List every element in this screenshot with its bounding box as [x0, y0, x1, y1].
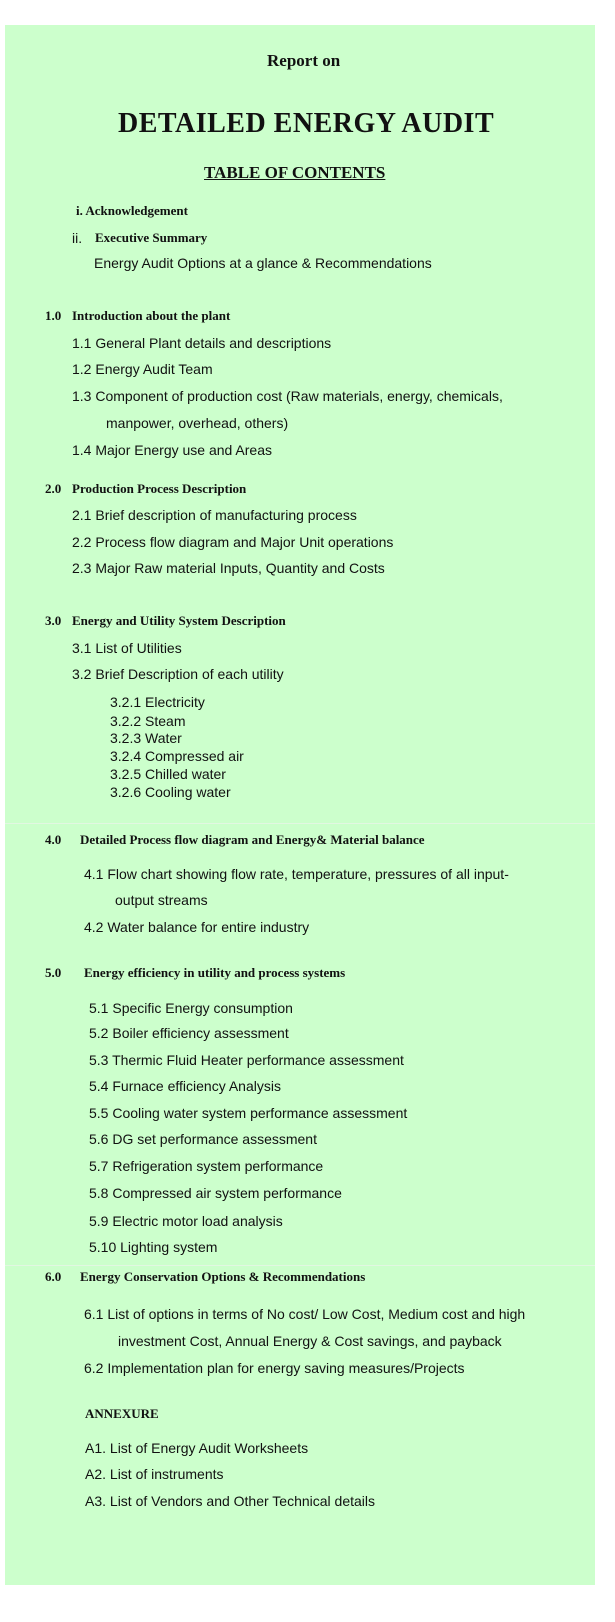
section-3-title[interactable]: Energy and Utility System Description: [72, 613, 286, 628]
toc-item-5-2[interactable]: 5.2 Boiler efficiency assessment: [89, 1025, 289, 1041]
toc-heading: TABLE OF CONTENTS: [204, 163, 386, 182]
toc-item-1-1[interactable]: 1.1 General Plant details and descriptions: [72, 335, 332, 351]
section-2-number: 2.0: [45, 481, 62, 496]
toc-item-5-4[interactable]: 5.4 Furnace efficiency Analysis: [89, 1078, 281, 1094]
toc-subitem-3-2-6[interactable]: 3.2.6 Cooling water: [110, 784, 231, 800]
document-page: [5, 25, 595, 1585]
page-divider: [5, 1265, 595, 1266]
report-on-label: Report on: [267, 51, 341, 70]
toc-item-3-1[interactable]: 3.1 List of Utilities: [72, 640, 182, 656]
section-5-number: 5.0: [45, 965, 62, 980]
section-1-number: 1.0: [45, 308, 62, 323]
toc-item-6-1[interactable]: 6.1 List of options in terms of No cost/ Low Cost, Medium cost and high: [84, 1306, 526, 1322]
toc-item-5-6[interactable]: 5.6 DG set performance assessment: [89, 1131, 317, 1147]
toc-subitem-3-2-1[interactable]: 3.2.1 Electricity: [110, 694, 205, 710]
toc-subitem-3-2-4[interactable]: 3.2.4 Compressed air: [110, 748, 244, 764]
toc-subitem-3-2-3[interactable]: 3.2.3 Water: [110, 730, 182, 746]
toc-item-1-2[interactable]: 1.2 Energy Audit Team: [72, 361, 213, 377]
toc-item-2-1[interactable]: 2.1 Brief description of manufacturing process: [72, 507, 357, 523]
toc-item-5-1[interactable]: 5.1 Specific Energy consumption: [89, 1000, 293, 1016]
toc-item-4-1[interactable]: 4.1 Flow chart showing flow rate, temperature, pressures of all input-: [84, 866, 509, 882]
section-2-title[interactable]: Production Process Description: [72, 481, 247, 496]
section-6-title[interactable]: Energy Conservation Options & Recommendations: [80, 1269, 366, 1284]
toc-exec-num: ii.: [72, 230, 83, 246]
toc-item-5-5[interactable]: 5.5 Cooling water system performance assessment: [89, 1105, 408, 1121]
section-6-number: 6.0: [45, 1269, 62, 1284]
section-4-title[interactable]: Detailed Process flow diagram and Energy& Material balance: [80, 832, 425, 847]
toc-item-6-1-cont[interactable]: investment Cost, Annual Energy & Cost savings, and payback: [118, 1333, 502, 1349]
annexure-item-a1[interactable]: A1. List of Energy Audit Worksheets: [85, 1440, 309, 1456]
page-divider: [5, 823, 595, 824]
toc-item-5-9[interactable]: 5.9 Electric motor load analysis: [89, 1213, 283, 1229]
section-5-title[interactable]: Energy efficiency in utility and process systems: [84, 965, 346, 980]
toc-item-5-8[interactable]: 5.8 Compressed air system performance: [89, 1185, 342, 1201]
annexure-item-a3[interactable]: A3. List of Vendors and Other Technical details: [85, 1493, 376, 1509]
toc-item-4-1-cont[interactable]: output streams: [115, 892, 208, 908]
toc-ack[interactable]: i. Acknowledgement: [76, 203, 188, 218]
toc-item-5-7[interactable]: 5.7 Refrigeration system performance: [89, 1158, 324, 1174]
toc-item-1-3-cont[interactable]: manpower, overhead, others): [106, 415, 289, 431]
section-3-number: 3.0: [45, 613, 62, 628]
toc-exec-summary[interactable]: Executive Summary: [95, 230, 208, 245]
toc-item-2-2[interactable]: 2.2 Process flow diagram and Major Unit operations: [72, 534, 394, 550]
annexure-heading[interactable]: ANNEXURE: [85, 1406, 159, 1421]
document-title: DETAILED ENERGY AUDIT: [118, 108, 495, 139]
section-4-number: 4.0: [45, 832, 62, 847]
toc-item-2-3[interactable]: 2.3 Major Raw material Inputs, Quantity and Costs: [72, 560, 385, 576]
section-1-title[interactable]: Introduction about the plant: [72, 308, 231, 323]
toc-item-5-10[interactable]: 5.10 Lighting system: [89, 1239, 218, 1255]
annexure-item-a2[interactable]: A2. List of instruments: [85, 1466, 224, 1482]
toc-item-1-3[interactable]: 1.3 Component of production cost (Raw materials, energy, chemicals,: [72, 388, 503, 404]
toc-item-6-2[interactable]: 6.2 Implementation plan for energy saving measures/Projects: [84, 1360, 465, 1376]
toc-exec-subitem[interactable]: Energy Audit Options at a glance & Recommendations: [94, 255, 432, 271]
toc-subitem-3-2-5[interactable]: 3.2.5 Chilled water: [110, 766, 226, 782]
toc-item-4-2[interactable]: 4.2 Water balance for entire industry: [84, 919, 310, 935]
toc-subitem-3-2-2[interactable]: 3.2.2 Steam: [110, 713, 186, 729]
toc-item-1-4[interactable]: 1.4 Major Energy use and Areas: [72, 442, 273, 458]
toc-item-3-2[interactable]: 3.2 Brief Description of each utility: [72, 666, 284, 682]
toc-item-5-3[interactable]: 5.3 Thermic Fluid Heater performance assessment: [89, 1052, 404, 1068]
